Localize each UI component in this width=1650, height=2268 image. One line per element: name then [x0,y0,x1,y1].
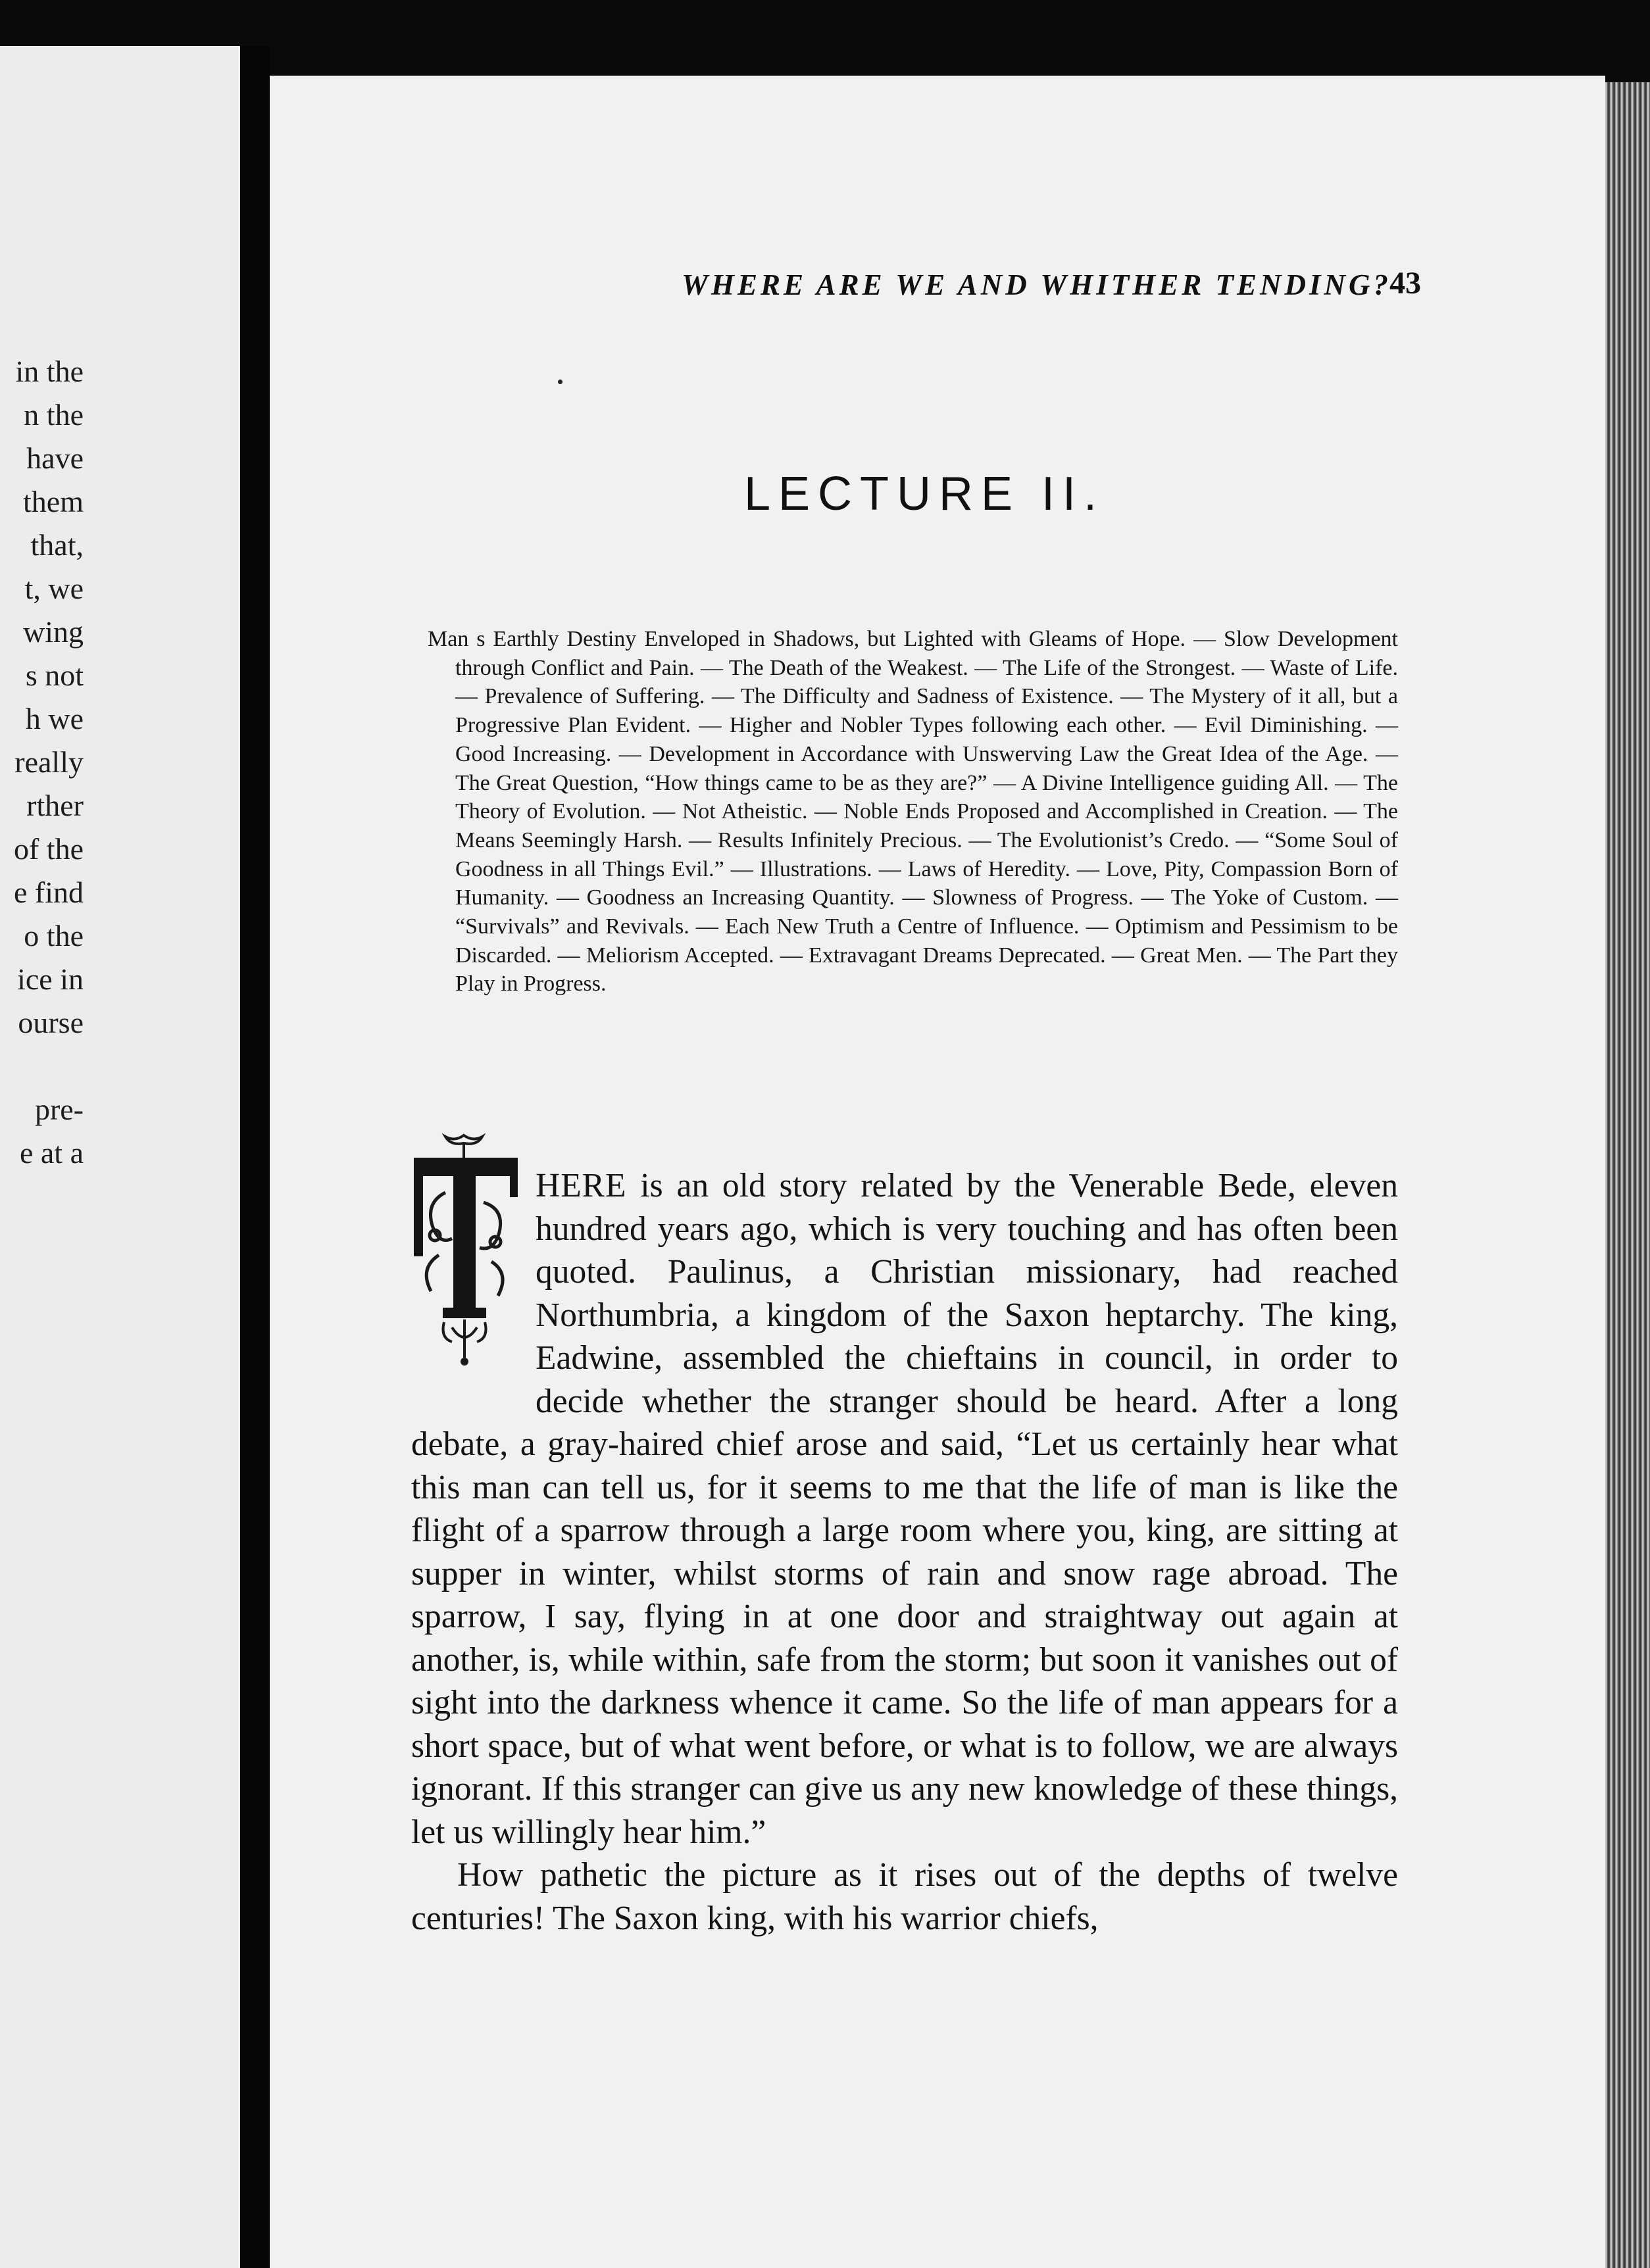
paragraph-2: How pathetic the picture as it rises out of the depths of twelve centuries! The Saxon king, with his warrior chiefs, [411,1856,1398,1937]
lecture-synopsis: Man s Earthly Destiny Enveloped in Shadows, but Lighted with Gleams of Hope. — Slow Development through Conflict and Pain. — The Death of the Weakest. — The Life of the Strongest. — Waste of Life. — Prevalence of Suffering. — The Difficulty and Sadness of Existence. — The Mystery of it all, but a Progressive Plan Evident. — Higher and Nobler Types following each other. — Evil Diminishing. — Good Increasing. — Development in Accordance with Unswerving Law the Great Idea of the Age. — The Great Question, “How things came to be as they are?” — A Divine Intelligence guiding All. — The Theory of Evolution. — Not Atheistic. — Noble Ends Proposed and Accomplished in Creation. — The Means Seemingly Harsh. — Results Infinitely Precious. — The Evolutionist’s Credo. — “Some Soul of Goodness in all Things Evil.” — Illustrations. — Laws of Heredity. — Love, Pity, Compassion Born of Humanity. — Goodness an Increasing Quantity. — Slowness of Progress. — The Yoke of Custom. — “Survivals” and Revivals. — Each New Truth a Centre of Influence. — Optimism and Pessimism to be Discarded. — Meliorism Accepted. — Extravagant Dreams Deprecated. — Great Men. — The Part they Play in Progress. [428,627,1398,997]
previous-page [0,46,240,2268]
left-page-line-fragment: in the [15,355,84,388]
left-page-line-fragment: rther [26,789,84,822]
left-page-line-fragment: really [14,745,84,779]
left-page-line-fragment: e at a [19,1136,84,1170]
left-page-line-fragment: wing [23,615,84,649]
left-page-line-fragment: ice in [17,962,84,996]
current-page [270,76,1605,2268]
lecture-title: LECTURE II. [743,468,1105,520]
paragraph-1 [411,1164,1398,1854]
drop-cap-ornament-icon [406,1130,521,1380]
left-page-line-fragment: pre- [34,1093,84,1126]
left-page-line-fragment: of the [13,832,84,866]
margin-dot [558,380,562,384]
gutter-shadow [240,46,270,2268]
left-page-line-fragment: e find [13,875,84,909]
page-number: 43 [1389,266,1421,301]
left-page-line-fragment: n the [24,398,84,431]
ornamental-drop-cap [406,1164,521,1381]
running-head: WHERE ARE WE AND WHITHER TENDING? [682,268,1391,301]
left-page-line-fragment: s not [25,658,84,692]
body-text [411,1164,1398,1940]
page-stack-edge [1605,82,1650,2268]
opening-word: HERE [536,1167,627,1204]
paragraph-1-text: is an old story related by the Venerable Bede, eleven hundred years ago, which is very touching and has often been quoted. Paulinus, a Christian missionary, had reached Northumbria, a kingdom of the Saxon heptarchy. The king, Eadwine, assembled the chieftains in council, in order to decide whether the stranger should be heard. After a long debate, a gray-haired chief arose and said, “Let us certainly hear what this man can tell us, for it seems to me that the life of man is like the flight of a sparrow through a large room where you, king, are sitting at supper in winter, whilst storms of rain and snow rage abroad. The sparrow, I say, flying in at one door and straightway out again at another, is, while within, safe from the storm; but soon it vanishes out of sight into the darkness whence it came. So the life of man appears for a short space, but of what went before, or what is to follow, we are always ignorant. If this stranger can give us any new knowledge of these things, let us willingly hear him.” [411,1167,1398,1851]
left-page-line-fragment: ourse [18,1006,84,1039]
left-page-line-fragment: them [23,485,84,518]
left-page-line-fragment: o the [24,919,84,952]
left-page-line-fragment: t, we [24,572,84,605]
left-page-line-fragment: h we [25,702,84,735]
left-page-line-fragment: that, [30,528,84,562]
left-page-line-fragment: have [26,441,84,475]
